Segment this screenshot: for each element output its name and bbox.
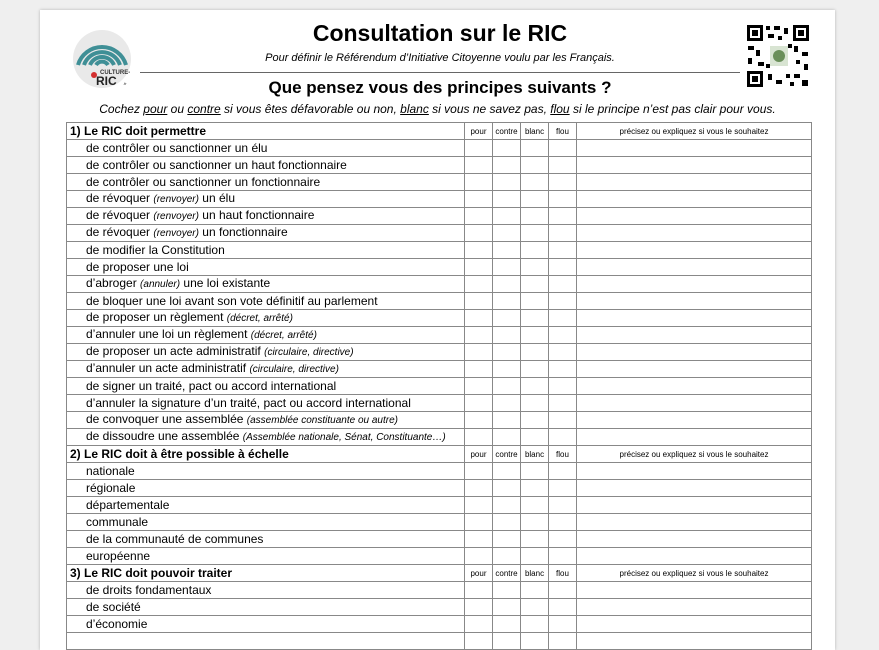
checkbox-cell-blanc[interactable]	[521, 293, 549, 310]
question-label	[67, 599, 465, 616]
question-text: d’annuler la signature d’un traité, pact ou accord international	[86, 395, 411, 410]
comment-cell[interactable]	[577, 531, 812, 548]
checkbox-cell-contre[interactable]	[493, 378, 521, 395]
comment-cell[interactable]	[577, 480, 812, 497]
checkbox-cell-contre[interactable]	[493, 616, 521, 633]
checkbox-cell-contre[interactable]	[493, 361, 521, 378]
checkbox-cell-contre[interactable]	[493, 531, 521, 548]
question-row	[67, 633, 812, 650]
column-header-blanc: blanc	[521, 446, 549, 463]
checkbox-cell-flou[interactable]	[549, 412, 577, 429]
question-text: de convoquer une assemblée	[86, 412, 247, 426]
checkbox-cell-flou[interactable]	[549, 293, 577, 310]
question-text: de révoquer	[86, 225, 154, 239]
comment-cell[interactable]	[577, 633, 812, 650]
question-heading: Que pensez vous des principes suivants ?	[268, 78, 612, 97]
comment-cell[interactable]	[577, 157, 812, 174]
checkbox-cell-blanc[interactable]	[521, 174, 549, 191]
checkbox-cell-contre[interactable]	[493, 344, 521, 361]
comment-cell[interactable]	[577, 599, 812, 616]
question-row	[67, 242, 812, 259]
checkbox-cell-flou[interactable]	[549, 140, 577, 157]
checkbox-cell-blanc[interactable]	[521, 259, 549, 276]
checkbox-cell-pour[interactable]	[465, 174, 493, 191]
checkbox-cell-flou[interactable]	[549, 174, 577, 191]
checkbox-cell-flou[interactable]	[549, 310, 577, 327]
question-text: départementale	[86, 497, 170, 512]
question-row	[67, 463, 812, 480]
checkbox-cell-flou[interactable]	[549, 548, 577, 565]
qr-code-icon	[746, 24, 810, 88]
checkbox-cell-contre[interactable]	[493, 599, 521, 616]
checkbox-cell-blanc[interactable]	[521, 310, 549, 327]
question-text-after: un haut fonctionnaire	[198, 208, 315, 222]
question-row	[67, 480, 812, 497]
comment-cell[interactable]	[577, 191, 812, 208]
checkbox-cell-pour[interactable]	[465, 327, 493, 344]
instructions: Cochez pour ou contre si vous êtes défavorable ou non, blanc si vous ne savez pas, flou si le principe n’est pas clair pour vous.	[99, 102, 776, 116]
checkbox-cell-pour[interactable]	[465, 157, 493, 174]
question-row	[67, 276, 812, 293]
checkbox-cell-pour[interactable]	[465, 514, 493, 531]
question-row	[67, 361, 812, 378]
column-header-blanc: blanc	[521, 123, 549, 140]
comment-cell[interactable]	[577, 514, 812, 531]
comment-cell[interactable]	[577, 463, 812, 480]
checkbox-cell-flou[interactable]	[549, 276, 577, 293]
checkbox-cell-blanc[interactable]	[521, 395, 549, 412]
column-header-flou: flou	[549, 446, 577, 463]
question-row	[67, 327, 812, 344]
column-header-pour: pour	[465, 446, 493, 463]
checkbox-cell-contre[interactable]	[493, 157, 521, 174]
svg-text:.fr: .fr	[123, 81, 127, 86]
question-row	[67, 429, 812, 446]
checkbox-cell-flou[interactable]	[549, 514, 577, 531]
comment-cell[interactable]	[577, 310, 812, 327]
question-label	[67, 395, 465, 412]
question-row	[67, 259, 812, 276]
checkbox-cell-contre[interactable]	[493, 140, 521, 157]
comment-cell[interactable]	[577, 242, 812, 259]
question-row	[67, 599, 812, 616]
checkbox-cell-pour[interactable]	[465, 259, 493, 276]
question-label	[67, 497, 465, 514]
checkbox-cell-flou[interactable]	[549, 480, 577, 497]
question-label	[67, 531, 465, 548]
question-note: (renvoyer)	[153, 211, 199, 222]
svg-text:RIC: RIC	[96, 74, 117, 88]
question-label	[67, 344, 465, 361]
checkbox-cell-pour[interactable]	[465, 497, 493, 514]
checkbox-cell-contre[interactable]	[493, 463, 521, 480]
checkbox-cell-flou[interactable]	[549, 429, 577, 446]
question-label	[67, 191, 465, 208]
question-row	[67, 174, 812, 191]
column-header-pour: pour	[465, 565, 493, 582]
question-text: de société	[86, 599, 141, 614]
question-row	[67, 497, 812, 514]
question-text-after: un élu	[198, 191, 235, 205]
checkbox-cell-blanc[interactable]	[521, 633, 549, 650]
checkbox-cell-contre[interactable]	[493, 208, 521, 225]
question-note: (décret, arrêté)	[250, 330, 317, 341]
question-text-after: une loi existante	[180, 276, 271, 290]
question-text: régionale	[86, 480, 136, 495]
checkbox-cell-contre[interactable]	[493, 242, 521, 259]
checkbox-cell-blanc[interactable]	[521, 599, 549, 616]
checkbox-cell-flou[interactable]	[549, 344, 577, 361]
question-row	[67, 412, 812, 429]
checkbox-cell-flou[interactable]	[549, 225, 577, 242]
checkbox-cell-blanc[interactable]	[521, 225, 549, 242]
column-header-comment: précisez ou expliquez si vous le souhaitez	[577, 565, 812, 582]
question-text: d’annuler une loi un règlement	[86, 327, 251, 341]
column-header-comment: précisez ou expliquez si vous le souhaitez	[577, 446, 812, 463]
question-label	[67, 242, 465, 259]
comment-cell[interactable]	[577, 361, 812, 378]
question-text: de contrôler ou sanctionner un élu	[86, 140, 268, 155]
question-note: (circulaire, directive)	[249, 364, 339, 375]
section-title: 1) Le RIC doit permettre	[67, 123, 465, 140]
comment-cell[interactable]	[577, 208, 812, 225]
question-label	[67, 582, 465, 599]
checkbox-cell-pour[interactable]	[465, 361, 493, 378]
checkbox-cell-contre[interactable]	[493, 225, 521, 242]
checkbox-cell-blanc[interactable]	[521, 616, 549, 633]
checkbox-cell-flou[interactable]	[549, 616, 577, 633]
question-text: de droits fondamentaux	[86, 582, 212, 597]
checkbox-cell-pour[interactable]	[465, 395, 493, 412]
checkbox-cell-flou[interactable]	[549, 242, 577, 259]
checkbox-cell-blanc[interactable]	[521, 514, 549, 531]
question-text: d’annuler un acte administratif	[86, 361, 250, 375]
comment-cell[interactable]	[577, 327, 812, 344]
checkbox-cell-flou[interactable]	[549, 327, 577, 344]
checkbox-cell-blanc[interactable]	[521, 242, 549, 259]
checkbox-cell-blanc[interactable]	[521, 463, 549, 480]
checkbox-cell-flou[interactable]	[549, 378, 577, 395]
checkbox-cell-blanc[interactable]	[521, 378, 549, 395]
checkbox-cell-flou[interactable]	[549, 259, 577, 276]
question-label	[67, 140, 465, 157]
question-label	[67, 208, 465, 225]
checkbox-cell-flou[interactable]	[549, 361, 577, 378]
checkbox-cell-blanc[interactable]	[521, 361, 549, 378]
consultation-table	[66, 122, 812, 650]
question-row	[67, 531, 812, 548]
comment-cell[interactable]	[577, 174, 812, 191]
question-note: (renvoyer)	[153, 228, 199, 239]
consultation-sheet	[40, 10, 835, 650]
column-header-contre: contre	[493, 446, 521, 463]
section-title: 2) Le RIC doit à être possible à échelle	[67, 446, 465, 463]
question-label	[67, 548, 465, 565]
question-row	[67, 395, 812, 412]
comment-cell[interactable]	[577, 140, 812, 157]
checkbox-cell-contre[interactable]	[493, 327, 521, 344]
question-text: communale	[86, 514, 149, 529]
question-text: européenne	[86, 548, 151, 563]
question-row	[67, 225, 812, 242]
checkbox-cell-pour[interactable]	[465, 480, 493, 497]
question-label	[67, 310, 465, 327]
checkbox-cell-blanc[interactable]	[521, 276, 549, 293]
checkbox-cell-pour[interactable]	[465, 344, 493, 361]
question-label	[67, 327, 465, 344]
checkbox-cell-contre[interactable]	[493, 582, 521, 599]
question-text: de contrôler ou sanctionner un fonctionnaire	[86, 174, 321, 189]
checkbox-cell-blanc[interactable]	[521, 191, 549, 208]
comment-cell[interactable]	[577, 225, 812, 242]
checkbox-cell-blanc[interactable]	[521, 412, 549, 429]
question-note: (circulaire, directive)	[264, 347, 354, 358]
question-label	[67, 514, 465, 531]
question-label	[67, 157, 465, 174]
checkbox-cell-contre[interactable]	[493, 395, 521, 412]
checkbox-cell-contre[interactable]	[493, 276, 521, 293]
checkbox-cell-flou[interactable]	[549, 497, 577, 514]
comment-cell[interactable]	[577, 497, 812, 514]
checkbox-cell-pour[interactable]	[465, 140, 493, 157]
question-text: de la communauté de communes	[86, 531, 264, 546]
comment-cell[interactable]	[577, 616, 812, 633]
checkbox-cell-contre[interactable]	[493, 174, 521, 191]
checkbox-cell-contre[interactable]	[493, 259, 521, 276]
column-header-contre: contre	[493, 123, 521, 140]
checkbox-cell-contre[interactable]	[493, 548, 521, 565]
checkbox-cell-flou[interactable]	[549, 599, 577, 616]
question-row	[67, 616, 812, 633]
checkbox-cell-flou[interactable]	[549, 191, 577, 208]
question-text-after: un fonctionnaire	[198, 225, 288, 239]
comment-cell[interactable]	[577, 259, 812, 276]
checkbox-cell-flou[interactable]	[549, 531, 577, 548]
checkbox-cell-flou[interactable]	[549, 208, 577, 225]
question-label	[67, 259, 465, 276]
checkbox-cell-pour[interactable]	[465, 208, 493, 225]
question-row	[67, 344, 812, 361]
checkbox-cell-contre[interactable]	[493, 293, 521, 310]
question-text: de modifier la Constitution	[86, 242, 225, 257]
checkbox-cell-contre[interactable]	[493, 429, 521, 446]
question-label	[67, 293, 465, 310]
section-header-row	[67, 446, 812, 463]
culture-ric-logo	[70, 25, 138, 89]
checkbox-cell-flou[interactable]	[549, 633, 577, 650]
question-text: de proposer un règlement	[86, 310, 227, 324]
checkbox-cell-contre[interactable]	[493, 191, 521, 208]
checkbox-cell-blanc[interactable]	[521, 531, 549, 548]
question-row	[67, 157, 812, 174]
checkbox-cell-pour[interactable]	[465, 616, 493, 633]
question-row	[67, 378, 812, 395]
column-header-blanc: blanc	[521, 565, 549, 582]
question-row	[67, 208, 812, 225]
section-title: 3) Le RIC doit pouvoir traiter	[67, 565, 465, 582]
comment-cell[interactable]	[577, 344, 812, 361]
comment-cell[interactable]	[577, 412, 812, 429]
checkbox-cell-pour[interactable]	[465, 412, 493, 429]
question-label	[67, 361, 465, 378]
checkbox-cell-pour[interactable]	[465, 599, 493, 616]
question-text: nationale	[86, 463, 135, 478]
checkbox-cell-contre[interactable]	[493, 514, 521, 531]
question-label	[67, 429, 465, 446]
svg-text:CULTURE-: CULTURE-	[100, 70, 131, 76]
checkbox-cell-pour[interactable]	[465, 378, 493, 395]
checkbox-cell-pour[interactable]	[465, 293, 493, 310]
checkbox-cell-pour[interactable]	[465, 582, 493, 599]
header-divider	[140, 72, 740, 73]
question-note: (décret, arrêté)	[226, 313, 293, 324]
checkbox-cell-pour[interactable]	[465, 531, 493, 548]
page-title: Consultation sur le RIC	[312, 20, 568, 46]
checkbox-cell-contre[interactable]	[493, 310, 521, 327]
checkbox-cell-blanc[interactable]	[521, 497, 549, 514]
checkbox-cell-pour[interactable]	[465, 310, 493, 327]
question-row	[67, 310, 812, 327]
checkbox-cell-contre[interactable]	[493, 412, 521, 429]
question-text: de proposer une loi	[86, 259, 189, 274]
checkbox-cell-flou[interactable]	[549, 582, 577, 599]
question-text: de proposer un acte administratif	[86, 344, 265, 358]
question-row	[67, 514, 812, 531]
comment-cell[interactable]	[577, 582, 812, 599]
checkbox-cell-pour[interactable]	[465, 548, 493, 565]
column-header-flou: flou	[549, 123, 577, 140]
question-text: de bloquer une loi avant son vote définitif au parlement	[86, 293, 378, 308]
question-row	[67, 548, 812, 565]
checkbox-cell-blanc[interactable]	[521, 327, 549, 344]
checkbox-cell-blanc[interactable]	[521, 429, 549, 446]
checkbox-cell-contre[interactable]	[493, 633, 521, 650]
checkbox-cell-blanc[interactable]	[521, 582, 549, 599]
question-label	[67, 276, 465, 293]
comment-cell[interactable]	[577, 429, 812, 446]
column-header-flou: flou	[549, 565, 577, 582]
question-label	[67, 480, 465, 497]
checkbox-cell-pour[interactable]	[465, 429, 493, 446]
question-label	[67, 378, 465, 395]
checkbox-cell-pour[interactable]	[465, 225, 493, 242]
question-row	[67, 140, 812, 157]
comment-cell[interactable]	[577, 548, 812, 565]
checkbox-cell-flou[interactable]	[549, 395, 577, 412]
question-label	[67, 174, 465, 191]
checkbox-cell-contre[interactable]	[493, 480, 521, 497]
question-label	[67, 616, 465, 633]
checkbox-cell-blanc[interactable]	[521, 140, 549, 157]
question-note: (assemblée constituante ou autre)	[246, 415, 398, 426]
checkbox-cell-blanc[interactable]	[521, 548, 549, 565]
question-text: de signer un traité, pact ou accord international	[86, 378, 337, 393]
checkbox-cell-pour[interactable]	[465, 633, 493, 650]
question-row	[67, 191, 812, 208]
column-header-comment: précisez ou expliquez si vous le souhaitez	[577, 123, 812, 140]
checkbox-cell-pour[interactable]	[465, 242, 493, 259]
question-text: de contrôler ou sanctionner un haut fonctionnaire	[86, 157, 347, 172]
question-note: (Assemblée nationale, Sénat, Constituante…)	[242, 432, 446, 443]
question-label	[67, 225, 465, 242]
question-note: (renvoyer)	[153, 194, 199, 205]
question-label	[67, 412, 465, 429]
question-text: d’économie	[86, 616, 148, 631]
checkbox-cell-pour[interactable]	[465, 276, 493, 293]
checkbox-cell-blanc[interactable]	[521, 208, 549, 225]
question-text: de révoquer	[86, 208, 154, 222]
checkbox-cell-flou[interactable]	[549, 463, 577, 480]
checkbox-cell-blanc[interactable]	[521, 480, 549, 497]
checkbox-cell-pour[interactable]	[465, 463, 493, 480]
checkbox-cell-contre[interactable]	[493, 497, 521, 514]
column-header-pour: pour	[465, 123, 493, 140]
section-header-row	[67, 123, 812, 140]
column-header-contre: contre	[493, 565, 521, 582]
question-label	[67, 633, 465, 650]
page-subtitle: Pour définir le Référendum d’Initiative Citoyenne voulu par les Français.	[265, 52, 615, 64]
question-text: de révoquer	[86, 191, 154, 205]
checkbox-cell-blanc[interactable]	[521, 344, 549, 361]
checkbox-cell-flou[interactable]	[549, 157, 577, 174]
section-header-row	[67, 565, 812, 582]
comment-cell[interactable]	[577, 378, 812, 395]
question-text: d’abroger	[86, 276, 141, 290]
question-row	[67, 293, 812, 310]
question-note: (annuler)	[140, 279, 181, 290]
question-label	[67, 463, 465, 480]
checkbox-cell-pour[interactable]	[465, 191, 493, 208]
checkbox-cell-blanc[interactable]	[521, 157, 549, 174]
comment-cell[interactable]	[577, 395, 812, 412]
question-row	[67, 582, 812, 599]
comment-cell[interactable]	[577, 293, 812, 310]
question-text: de dissoudre une assemblée	[86, 429, 243, 443]
comment-cell[interactable]	[577, 276, 812, 293]
